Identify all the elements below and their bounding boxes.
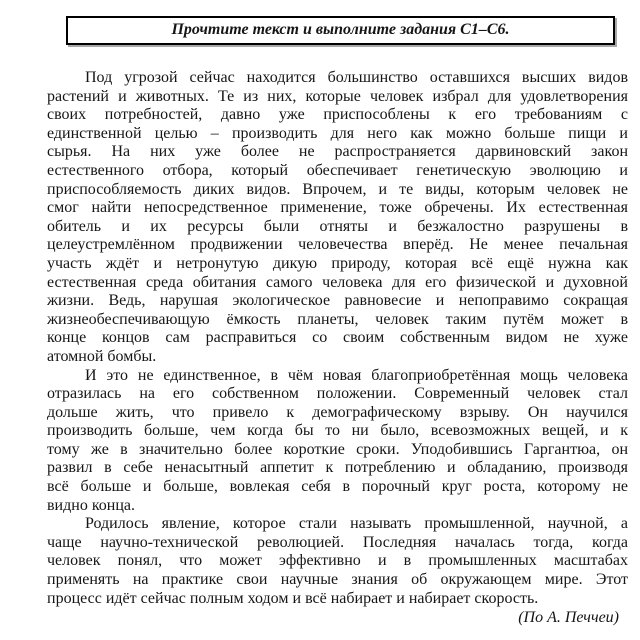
attribution: (По А. Печчеи) bbox=[518, 609, 619, 627]
text-line: Родилось явление, которое стали называть промышленной, научной, а bbox=[85, 515, 628, 533]
text-line: И это не единственное, в чём новая благоприобретённая мощь человека bbox=[85, 366, 628, 384]
task-instruction-box bbox=[66, 16, 615, 45]
task-instruction-text: Прочтите текст и выполните задания С1–С6. bbox=[171, 21, 510, 38]
text-body bbox=[47, 69, 628, 608]
text-line: всё больше и больше, вовлекая себя в порочный круг роста, которому не bbox=[47, 478, 628, 496]
text-line: естественная среда обитания самого человека для его физической и духовной bbox=[47, 273, 628, 291]
text-line: приспособляемость диких видов. Впрочем, и те виды, которым человек не bbox=[47, 180, 628, 198]
text-line: конце концов сам расправиться со своим собственным видом не хуже bbox=[47, 329, 628, 347]
text-line: производить больше, чем когда бы то ни было, всевозможных вещей, и к bbox=[47, 422, 628, 440]
text-line: чаще научно-технической революцией. Последняя началась тогда, когда bbox=[47, 533, 628, 551]
text-line: смог найти непосредственное применение, тоже обречены. Их естественная bbox=[47, 199, 628, 217]
text-line: развил в себе ненасытный аппетит к потреблению и обладанию, производя bbox=[47, 459, 628, 477]
text-line: жизнеобеспечивающую ёмкость планеты, человек таким путём может в bbox=[47, 310, 628, 328]
text-line: дольше жить, что привело к демографическому взрыву. Он научился bbox=[47, 403, 628, 421]
text-line: атомной бомбы. bbox=[47, 347, 157, 365]
text-line: жизни. Ведь, нарушая экологическое равновесие и непоправимо сокращая bbox=[47, 292, 628, 310]
text-line: обитель и их ресурсы были отняты и безжалостно разрушены в bbox=[47, 217, 628, 235]
text-line: применять на практике свои научные знания об окружающем мире. Этот bbox=[47, 571, 628, 589]
text-line: своих потребностей, давно уже приспособлены к его требованиям с bbox=[47, 106, 628, 124]
text-line: тому же в значительно более короткие сроки. Уподобившись Гаргантюа, он bbox=[47, 440, 628, 458]
text-line: Под угрозой сейчас находится большинство оставшихся высших видов bbox=[85, 69, 628, 86]
text-line: сырья. На них уже более не распространяется дарвиновский закон bbox=[47, 143, 628, 161]
text-line: видно конца. bbox=[47, 496, 136, 514]
text-line: естественного отбора, который обеспечивает генетическую эволюцию и bbox=[47, 161, 628, 179]
text-line: человек понял, что может эффективно и в промышленных масштабах bbox=[47, 552, 628, 570]
text-line: процесс идёт сейчас полным ходом и всё набирает и набирает скорость. bbox=[47, 589, 539, 607]
text-line: единственной целью – производить для него как можно больше пищи и bbox=[47, 124, 628, 142]
text-line: целеустремлённом продвижении человечества вперёд. Не менее печальная bbox=[47, 236, 628, 254]
text-line: отразилась на его собственном положении. Современный человек стал bbox=[47, 385, 628, 403]
text-line: участь ждёт и нетронутую дикую природу, которая всё ещё нужна как bbox=[47, 254, 628, 272]
text-line: растений и животных. Те из них, которые человек избрал для удовлетворения bbox=[47, 87, 628, 105]
